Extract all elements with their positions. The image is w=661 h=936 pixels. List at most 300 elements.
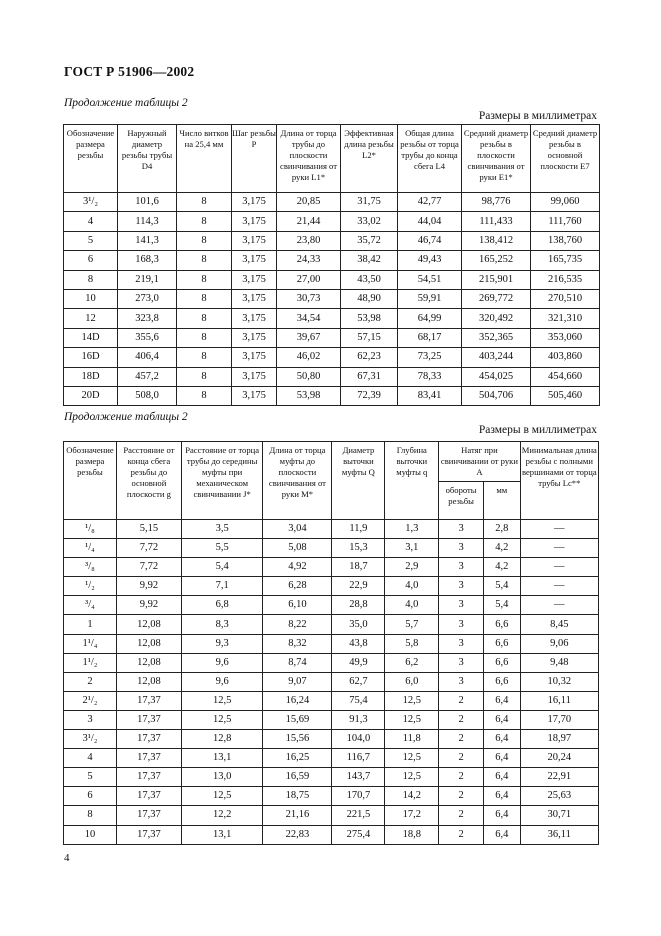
t2-header-designation: Обозначение размера резьбы xyxy=(64,442,117,520)
table-cell: 3 xyxy=(439,634,484,653)
table-cell: 6,4 xyxy=(483,710,520,729)
table-cell: 508,0 xyxy=(118,386,177,405)
table-cell: 15,69 xyxy=(263,710,332,729)
table-cell: 7,1 xyxy=(181,577,262,596)
table-cell: ³/₈ xyxy=(64,558,117,577)
table-cell: 2 xyxy=(439,825,484,844)
table-row xyxy=(64,231,600,250)
table-cell: 68,17 xyxy=(398,328,462,347)
table-row xyxy=(64,691,599,710)
table-row xyxy=(64,730,599,749)
table-cell: 10 xyxy=(64,289,118,308)
table-cell: 5,5 xyxy=(181,539,262,558)
table-cell: 2 xyxy=(439,806,484,825)
table-cell: 6,4 xyxy=(483,825,520,844)
table-cell: 8 xyxy=(177,386,232,405)
table-cell: 4 xyxy=(64,212,118,231)
table-cell: ¹/₄ xyxy=(64,539,117,558)
table-cell: 6,0 xyxy=(385,672,439,691)
table-cell: 3¹/₂ xyxy=(64,193,118,212)
table2-caption: Продолжение таблицы 2 xyxy=(64,411,188,423)
table-cell: 3,175 xyxy=(232,386,277,405)
table-cell: 104,0 xyxy=(332,730,385,749)
table-cell: 6,4 xyxy=(483,691,520,710)
table-cell: 12,08 xyxy=(116,653,181,672)
table-cell: 2 xyxy=(64,672,117,691)
table-cell: 21,44 xyxy=(277,212,341,231)
t1-header-outer-diameter: Наружный диаметр резьбы трубы D4 xyxy=(118,125,177,193)
table-cell: 38,42 xyxy=(341,251,398,270)
table-row xyxy=(64,768,599,787)
table-cell: 30,71 xyxy=(520,806,598,825)
table-cell: 116,7 xyxy=(332,749,385,768)
table-cell: 12,8 xyxy=(181,730,262,749)
table-cell: 8 xyxy=(177,212,232,231)
table-cell: 73,25 xyxy=(398,348,462,367)
table-cell: 9,92 xyxy=(116,577,181,596)
table-cell: 17,37 xyxy=(116,730,181,749)
table-cell: ¹/₈ xyxy=(64,520,117,539)
table-cell: 17,70 xyxy=(520,710,598,729)
table-cell: 17,37 xyxy=(116,806,181,825)
table-cell: 216,535 xyxy=(531,270,600,289)
table-cell: 11,8 xyxy=(385,730,439,749)
table-cell: 16,24 xyxy=(263,691,332,710)
table-cell: 6,28 xyxy=(263,577,332,596)
table-cell: 46,02 xyxy=(277,348,341,367)
table1-units: Размеры в миллиметрах xyxy=(478,110,597,122)
t1-header-l1: Длина от торца трубы до плоскости свинчивания от руки L1* xyxy=(277,125,341,193)
table-cell: 3,5 xyxy=(181,520,262,539)
table-cell: 143,7 xyxy=(332,768,385,787)
table-cell: 273,0 xyxy=(118,289,177,308)
table-cell: — xyxy=(520,577,598,596)
table-row xyxy=(64,787,599,806)
table-cell: 3,175 xyxy=(232,309,277,328)
table1-caption: Продолжение таблицы 2 xyxy=(64,97,188,109)
table-cell: 18,7 xyxy=(332,558,385,577)
table-cell: 114,3 xyxy=(118,212,177,231)
table-cell: 323,8 xyxy=(118,309,177,328)
table-cell: 4 xyxy=(64,749,117,768)
table-cell: 4,92 xyxy=(263,558,332,577)
table-cell: 46,74 xyxy=(398,231,462,250)
t2-header-q-depth: Глубина выточки муфты q xyxy=(385,442,439,520)
table-cell: 1¹/₄ xyxy=(64,634,117,653)
table-cell: 5,8 xyxy=(385,634,439,653)
table-cell: 3,175 xyxy=(232,289,277,308)
table-cell: 504,706 xyxy=(462,386,531,405)
table-cell: 3¹/₂ xyxy=(64,730,117,749)
table-cell: 49,9 xyxy=(332,653,385,672)
table-row xyxy=(64,367,600,386)
table-cell: 320,492 xyxy=(462,309,531,328)
table-cell: 14D xyxy=(64,328,118,347)
table-cell: 12,08 xyxy=(116,634,181,653)
table-row xyxy=(64,328,600,347)
table-cell: 355,6 xyxy=(118,328,177,347)
table-cell: 3 xyxy=(439,672,484,691)
table-cell: 8 xyxy=(177,348,232,367)
table-row xyxy=(64,577,599,596)
table-cell: 3,1 xyxy=(385,539,439,558)
table-cell: 170,7 xyxy=(332,787,385,806)
table-row xyxy=(64,270,600,289)
table-cell: 7,72 xyxy=(116,558,181,577)
table-cell: 5,4 xyxy=(181,558,262,577)
table-cell: 99,060 xyxy=(531,193,600,212)
t1-header-designation: Обозначение размера резьбы xyxy=(64,125,118,193)
table-cell: 165,252 xyxy=(462,251,531,270)
table-cell: 18D xyxy=(64,367,118,386)
table-cell: 12,5 xyxy=(385,691,439,710)
table-cell: 2 xyxy=(439,730,484,749)
table-cell: 6,4 xyxy=(483,768,520,787)
table-cell: 83,41 xyxy=(398,386,462,405)
table-cell: 15,3 xyxy=(332,539,385,558)
table2-units: Размеры в миллиметрах xyxy=(478,424,597,436)
table-cell: 5,7 xyxy=(385,615,439,634)
table-cell: 43,50 xyxy=(341,270,398,289)
table-cell: 4,0 xyxy=(385,577,439,596)
table-cell: 3,175 xyxy=(232,367,277,386)
table-cell: 6,6 xyxy=(483,634,520,653)
table-cell: 505,460 xyxy=(531,386,600,405)
table-cell: 4,0 xyxy=(385,596,439,615)
table-cell: 28,8 xyxy=(332,596,385,615)
table-cell: 2 xyxy=(439,710,484,729)
table-cell: 6,4 xyxy=(483,806,520,825)
table-cell: 221,5 xyxy=(332,806,385,825)
table-cell: 16,59 xyxy=(263,768,332,787)
table-row xyxy=(64,520,599,539)
table-cell: 8,3 xyxy=(181,615,262,634)
t1-body xyxy=(64,193,600,406)
table-cell: 1¹/₂ xyxy=(64,653,117,672)
document-title: ГОСТ Р 51906—2002 xyxy=(64,64,195,79)
table-cell: 2,9 xyxy=(385,558,439,577)
table-cell: 9,48 xyxy=(520,653,598,672)
table-cell: 12,5 xyxy=(181,691,262,710)
table-row xyxy=(64,289,600,308)
table-cell: 219,1 xyxy=(118,270,177,289)
table-cell: 12,5 xyxy=(181,710,262,729)
table-cell: 8,45 xyxy=(520,615,598,634)
table-cell: 9,6 xyxy=(181,672,262,691)
table-row xyxy=(64,386,600,405)
table-cell: 6,4 xyxy=(483,787,520,806)
table-cell: 17,37 xyxy=(116,768,181,787)
t1-header-l4: Общая длина резьбы от торца трубы до конца сбега L4 xyxy=(398,125,462,193)
table-cell: 403,860 xyxy=(531,348,600,367)
table-cell: 8,74 xyxy=(263,653,332,672)
table-cell: 12,5 xyxy=(181,787,262,806)
table-cell: 13,1 xyxy=(181,749,262,768)
table-cell: 5,15 xyxy=(116,520,181,539)
table-cell: 141,3 xyxy=(118,231,177,250)
table-cell: 12,2 xyxy=(181,806,262,825)
table-cell: 98,776 xyxy=(462,193,531,212)
table-row xyxy=(64,558,599,577)
table-cell: 275,4 xyxy=(332,825,385,844)
table-cell: 34,54 xyxy=(277,309,341,328)
thread-dimensions-table-2 xyxy=(63,441,599,845)
t1-header-e1: Средний диаметр резьбы в плоскости свинчивания от руки E1* xyxy=(462,125,531,193)
table-cell: 8 xyxy=(64,806,117,825)
table-row xyxy=(64,806,599,825)
table-cell: — xyxy=(520,539,598,558)
table-cell: 72,39 xyxy=(341,386,398,405)
table-cell: 53,98 xyxy=(277,386,341,405)
table-cell: 9,92 xyxy=(116,596,181,615)
table-cell: 54,51 xyxy=(398,270,462,289)
table-cell: 78,33 xyxy=(398,367,462,386)
table-cell: 3,175 xyxy=(232,348,277,367)
table-cell: 17,37 xyxy=(116,691,181,710)
t2-header-m: Длина от торца муфты до плоскости свинчивания от руки M* xyxy=(263,442,332,520)
table-cell: 24,33 xyxy=(277,251,341,270)
table-cell: 18,8 xyxy=(385,825,439,844)
table-cell: 215,901 xyxy=(462,270,531,289)
table-cell: 20D xyxy=(64,386,118,405)
table-cell: 62,7 xyxy=(332,672,385,691)
table-cell: 7,72 xyxy=(116,539,181,558)
table-cell: 9,3 xyxy=(181,634,262,653)
table-cell: 4,2 xyxy=(483,539,520,558)
table-cell: 8 xyxy=(177,309,232,328)
t1-header-l2: Эффективная длина резьбы L2* xyxy=(341,125,398,193)
table-cell: 14,2 xyxy=(385,787,439,806)
table-cell: 3 xyxy=(439,539,484,558)
table-cell: 48,90 xyxy=(341,289,398,308)
table-cell: ¹/₂ xyxy=(64,577,117,596)
t2-header-a: Натяг при свинчивании от руки A xyxy=(439,442,520,482)
table-cell: 2¹/₂ xyxy=(64,691,117,710)
table-cell: 5,4 xyxy=(483,577,520,596)
table-cell: 352,365 xyxy=(462,328,531,347)
table-cell: 454,660 xyxy=(531,367,600,386)
table-cell: 5 xyxy=(64,768,117,787)
table-cell: 30,73 xyxy=(277,289,341,308)
table-cell: 31,75 xyxy=(341,193,398,212)
table-cell: 5,4 xyxy=(483,596,520,615)
table-cell: 36,11 xyxy=(520,825,598,844)
table-cell: 3 xyxy=(439,520,484,539)
table-row xyxy=(64,539,599,558)
table-cell: 2 xyxy=(439,691,484,710)
page-number: 4 xyxy=(64,852,70,864)
table-cell: 2,8 xyxy=(483,520,520,539)
table-cell: 3 xyxy=(439,577,484,596)
table-cell: 43,8 xyxy=(332,634,385,653)
t1-header-turns: Число витков на 25,4 мм xyxy=(177,125,232,193)
table-cell: 6,8 xyxy=(181,596,262,615)
table-cell: 22,83 xyxy=(263,825,332,844)
table-row xyxy=(64,672,599,691)
table-cell: 3,175 xyxy=(232,193,277,212)
table-row xyxy=(64,634,599,653)
table-cell: 18,97 xyxy=(520,730,598,749)
table-cell: 406,4 xyxy=(118,348,177,367)
table-row xyxy=(64,348,600,367)
table-cell: 8 xyxy=(64,270,118,289)
table-cell: 15,56 xyxy=(263,730,332,749)
table-cell: 6,6 xyxy=(483,615,520,634)
table-cell: 6 xyxy=(64,251,118,270)
table-cell: 3,04 xyxy=(263,520,332,539)
table-cell: 20,24 xyxy=(520,749,598,768)
thread-dimensions-table-1 xyxy=(63,124,600,406)
table-cell: 8 xyxy=(177,289,232,308)
table-cell: 22,91 xyxy=(520,768,598,787)
t2-subheader-mm: мм xyxy=(483,482,520,520)
t2-subheader-turns: обороты резьбы xyxy=(439,482,484,520)
table-cell: 91,3 xyxy=(332,710,385,729)
table-cell: 50,80 xyxy=(277,367,341,386)
table-cell: 6 xyxy=(64,787,117,806)
t2-header-q-diameter: Диаметр выточки муфты Q xyxy=(332,442,385,520)
table-row xyxy=(64,193,600,212)
table-cell: 3 xyxy=(439,653,484,672)
table-cell: 17,2 xyxy=(385,806,439,825)
table-cell: 22,9 xyxy=(332,577,385,596)
table-cell: 25,63 xyxy=(520,787,598,806)
table-cell: 12,08 xyxy=(116,672,181,691)
table-row xyxy=(64,653,599,672)
table-cell: 12,5 xyxy=(385,749,439,768)
table-cell: 3,175 xyxy=(232,212,277,231)
table-cell: — xyxy=(520,520,598,539)
table-cell: 8 xyxy=(177,251,232,270)
table-row xyxy=(64,309,600,328)
table-cell: 5 xyxy=(64,231,118,250)
table-cell: 3,175 xyxy=(232,328,277,347)
table-cell: 16,11 xyxy=(520,691,598,710)
table-cell: 270,510 xyxy=(531,289,600,308)
table-cell: 165,735 xyxy=(531,251,600,270)
table-cell: 3 xyxy=(439,558,484,577)
t2-header-g: Расстояние от конца сбега резьбы до основной плоскости g xyxy=(116,442,181,520)
table-cell: 8 xyxy=(177,231,232,250)
table-cell: 6,6 xyxy=(483,672,520,691)
table-cell: 13,1 xyxy=(181,825,262,844)
table-cell: 138,760 xyxy=(531,231,600,250)
table-cell: 3,175 xyxy=(232,231,277,250)
table-cell: 17,37 xyxy=(116,787,181,806)
table-cell: 27,00 xyxy=(277,270,341,289)
table-cell: — xyxy=(520,558,598,577)
table-cell: 33,02 xyxy=(341,212,398,231)
table-row xyxy=(64,615,599,634)
table-cell: 10 xyxy=(64,825,117,844)
table-row xyxy=(64,749,599,768)
table-cell: 138,412 xyxy=(462,231,531,250)
t2-body xyxy=(64,520,599,845)
table-cell: 16,25 xyxy=(263,749,332,768)
table-cell: 62,23 xyxy=(341,348,398,367)
table-cell: 59,91 xyxy=(398,289,462,308)
table-cell: 35,72 xyxy=(341,231,398,250)
table-cell: 42,77 xyxy=(398,193,462,212)
table-cell: 3,175 xyxy=(232,270,277,289)
table-cell: 17,37 xyxy=(116,749,181,768)
table-cell: 13,0 xyxy=(181,768,262,787)
table-cell: 321,310 xyxy=(531,309,600,328)
table-cell: 8 xyxy=(177,328,232,347)
t2-header-j: Расстояние от торца трубы до середины муфты при механическом свинчивании J* xyxy=(181,442,262,520)
table-cell: 23,80 xyxy=(277,231,341,250)
table-cell: 6,10 xyxy=(263,596,332,615)
table-cell: 8 xyxy=(177,367,232,386)
table-cell: 6,4 xyxy=(483,749,520,768)
table-cell: 2 xyxy=(439,787,484,806)
table-cell: 454,025 xyxy=(462,367,531,386)
table-cell: 16D xyxy=(64,348,118,367)
table-cell: 168,3 xyxy=(118,251,177,270)
table-cell: 12,5 xyxy=(385,710,439,729)
table-cell: 3,175 xyxy=(232,251,277,270)
table-cell: 17,37 xyxy=(116,825,181,844)
table-cell: 2 xyxy=(439,768,484,787)
table-cell: 11,9 xyxy=(332,520,385,539)
table-cell: 12,08 xyxy=(116,615,181,634)
table-cell: 8 xyxy=(177,270,232,289)
table-cell: 9,6 xyxy=(181,653,262,672)
t1-header-pitch: Шаг резьбы P xyxy=(232,125,277,193)
table-cell: 101,6 xyxy=(118,193,177,212)
table-cell: 49,43 xyxy=(398,251,462,270)
table-cell: 457,2 xyxy=(118,367,177,386)
table-cell: 1,3 xyxy=(385,520,439,539)
table-cell: 8,22 xyxy=(263,615,332,634)
table-cell: 269,772 xyxy=(462,289,531,308)
table-cell: 57,15 xyxy=(341,328,398,347)
table-cell: 12 xyxy=(64,309,118,328)
table-cell: 9,07 xyxy=(263,672,332,691)
table-cell: 353,060 xyxy=(531,328,600,347)
table-cell: 39,67 xyxy=(277,328,341,347)
table-cell: 4,2 xyxy=(483,558,520,577)
table-cell: 111,760 xyxy=(531,212,600,231)
table-cell: 75,4 xyxy=(332,691,385,710)
table-cell: 20,85 xyxy=(277,193,341,212)
table-cell: 3 xyxy=(64,710,117,729)
table-cell: 5,08 xyxy=(263,539,332,558)
table-cell: 35,0 xyxy=(332,615,385,634)
table-cell: 111,433 xyxy=(462,212,531,231)
table-cell: 64,99 xyxy=(398,309,462,328)
t2-header-lc: Минимальная длина резьбы с полными вершинами от торца трубы Lc** xyxy=(520,442,598,520)
t1-header-e7: Средний диаметр резьбы в основной плоскости E7 xyxy=(531,125,600,193)
table-cell: 403,244 xyxy=(462,348,531,367)
table-cell: 44,04 xyxy=(398,212,462,231)
table-cell: 12,5 xyxy=(385,768,439,787)
table-row xyxy=(64,251,600,270)
table-cell: 67,31 xyxy=(341,367,398,386)
table-cell: 17,37 xyxy=(116,710,181,729)
table-row xyxy=(64,596,599,615)
table-cell: 8 xyxy=(177,193,232,212)
table-row xyxy=(64,710,599,729)
table-cell: 9,06 xyxy=(520,634,598,653)
table-cell: 6,6 xyxy=(483,653,520,672)
table-cell: 21,16 xyxy=(263,806,332,825)
table-cell: 3 xyxy=(439,596,484,615)
table-row xyxy=(64,825,599,844)
table-cell: 2 xyxy=(439,749,484,768)
table-cell: 6,2 xyxy=(385,653,439,672)
table-cell: 6,4 xyxy=(483,730,520,749)
